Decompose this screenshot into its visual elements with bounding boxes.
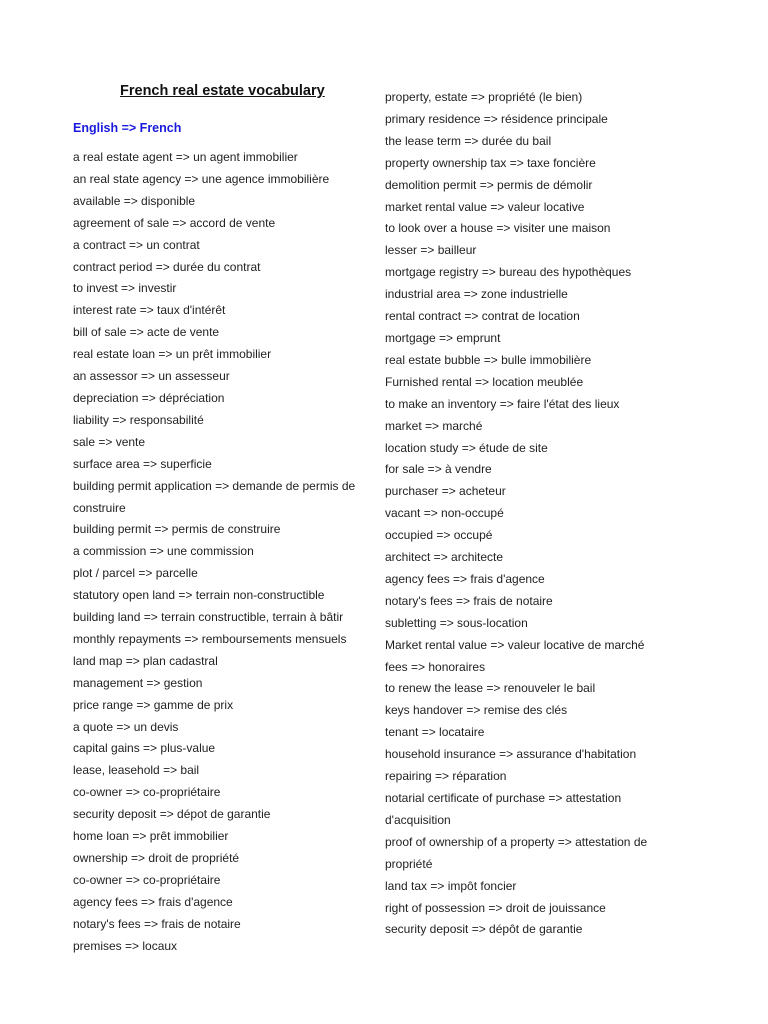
vocabulary-entry: market rental value => valeur locative — [385, 199, 585, 214]
section-subtitle: English => French — [73, 121, 182, 135]
vocabulary-entry: Furnished rental => location meublée — [385, 374, 584, 389]
vocabulary-entry: Market rental value => valeur locative de marché — [385, 637, 645, 652]
vocabulary-entry: notary's fees => frais de notaire — [385, 593, 553, 608]
vocabulary-entry: rental contract => contrat de location — [385, 309, 580, 324]
vocabulary-entry: real estate loan => un prêt immobilier — [73, 347, 272, 362]
vocabulary-entry: market => marché — [385, 418, 483, 433]
vocabulary-entry: land map => plan cadastral — [73, 653, 218, 668]
vocabulary-entry: land tax => impôt foncier — [385, 878, 517, 893]
vocabulary-entry: notary's fees => frais de notaire — [73, 916, 241, 931]
vocabulary-entry: security deposit => dépôt de garantie — [385, 922, 583, 937]
vocabulary-entry: location study => étude de site — [385, 440, 548, 455]
vocabulary-entry: agency fees => frais d'agence — [385, 571, 545, 586]
vocabulary-entry: proof of ownership of a property => attestation de propriété — [385, 834, 648, 871]
vocabulary-entry: repairing => réparation — [385, 769, 507, 784]
vocabulary-entry: mortgage => emprunt — [385, 330, 501, 345]
vocabulary-entry: interest rate => taux d'intérêt — [73, 303, 226, 318]
vocabulary-entry: plot / parcel => parcelle — [73, 566, 198, 581]
vocabulary-entry: home loan => prêt immobilier — [73, 829, 229, 844]
vocabulary-entry: vacant => non-occupé — [385, 506, 504, 521]
vocabulary-entry: statutory open land => terrain non-constructible — [73, 588, 325, 603]
vocabulary-entry: capital gains => plus-value — [73, 741, 216, 756]
vocabulary-entry: available => disponible — [73, 193, 196, 208]
vocabulary-entry: security deposit => dépot de garantie — [73, 807, 271, 822]
vocabulary-entry: lease, leasehold => bail — [73, 763, 200, 778]
vocabulary-entry: agency fees => frais d'agence — [73, 894, 233, 909]
vocabulary-entry: lesser => bailleur — [385, 243, 477, 258]
vocabulary-entry: to renew the lease => renouveler le bail — [385, 681, 596, 696]
vocabulary-entry: architect => architecte — [385, 550, 504, 565]
vocabulary-entry: price range => gamme de prix — [73, 697, 234, 712]
vocabulary-entry: co-owner => co-propriétaire — [73, 785, 221, 800]
vocabulary-entry: surface area => superficie — [73, 456, 212, 471]
vocabulary-entry: liability => responsabilité — [73, 412, 204, 427]
vocabulary-entry: fees => honoraires — [385, 659, 486, 674]
vocabulary-entry: to look over a house => visiter une maison — [385, 221, 611, 236]
vocabulary-entry: real estate bubble => bulle immobilière — [385, 352, 592, 367]
vocabulary-entry: primary residence => résidence principale — [385, 111, 608, 126]
vocabulary-entry: management => gestion — [73, 675, 203, 690]
vocabulary-entry: an real state agency => une agence immobilière — [73, 171, 330, 186]
vocabulary-entry: right of possession => droit de jouissance — [385, 900, 606, 915]
vocabulary-list-left — [73, 147, 379, 958]
vocabulary-entry: ownership => droit de propriété — [73, 851, 240, 865]
vocabulary-entry: mortgage registry => bureau des hypothèques — [385, 265, 632, 280]
vocabulary-entry: bill of sale => acte de vente — [73, 325, 220, 340]
vocabulary-entry: co-owner => co-propriétaire — [73, 872, 221, 887]
vocabulary-entry: to invest => investir — [73, 281, 177, 296]
vocabulary-entry: monthly repayments => remboursements mensuels — [73, 631, 347, 646]
vocabulary-entry: household insurance => assurance d'habitation — [385, 747, 637, 762]
vocabulary-entry: sale => vente — [73, 434, 146, 449]
vocabulary-entry: tenant => locataire — [385, 725, 485, 740]
vocabulary-entry: building permit application => demande de permis de construire — [73, 478, 356, 515]
vocabulary-entry: the lease term => durée du bail — [385, 133, 552, 148]
vocabulary-entry: premises => locaux — [73, 938, 178, 953]
vocabulary-entry: for sale => à vendre — [385, 462, 492, 477]
vocabulary-entry: notarial certificate of purchase => attestation d'acquisition — [385, 791, 622, 827]
vocabulary-entry: depreciation => dépréciation — [73, 390, 225, 405]
vocabulary-entry: property, estate => propriété (le bien) — [385, 90, 583, 104]
vocabulary-entry: occupied => occupé — [385, 528, 493, 543]
vocabulary-entry: a contract => un contrat — [73, 237, 200, 252]
vocabulary-entry: building permit => permis de construire — [73, 522, 281, 537]
vocabulary-entry: industrial area => zone industrielle — [385, 287, 568, 302]
vocabulary-entry: contract period => durée du contrat — [73, 259, 261, 274]
vocabulary-entry: to make an inventory => faire l'état des lieux — [385, 396, 620, 411]
vocabulary-entry: purchaser => acheteur — [385, 484, 506, 499]
vocabulary-entry: building land => terrain constructible, terrain à bâtir — [73, 610, 344, 625]
vocabulary-entry: subletting => sous-location — [385, 615, 528, 630]
vocabulary-entry: a quote => un devis — [73, 719, 179, 734]
vocabulary-entry: property ownership tax => taxe foncière — [385, 155, 596, 170]
vocabulary-entry: a real estate agent => un agent immobilier — [73, 150, 298, 164]
vocabulary-entry: demolition permit => permis de démolir — [385, 177, 593, 192]
vocabulary-entry: agreement of sale => accord de vente — [73, 215, 276, 230]
page-title: French real estate vocabulary — [120, 83, 325, 99]
vocabulary-entry: keys handover => remise des clés — [385, 703, 568, 718]
vocabulary-list-right — [385, 87, 673, 941]
vocabulary-entry: a commission => une commission — [73, 544, 254, 559]
vocabulary-entry: an assessor => un assesseur — [73, 369, 230, 384]
